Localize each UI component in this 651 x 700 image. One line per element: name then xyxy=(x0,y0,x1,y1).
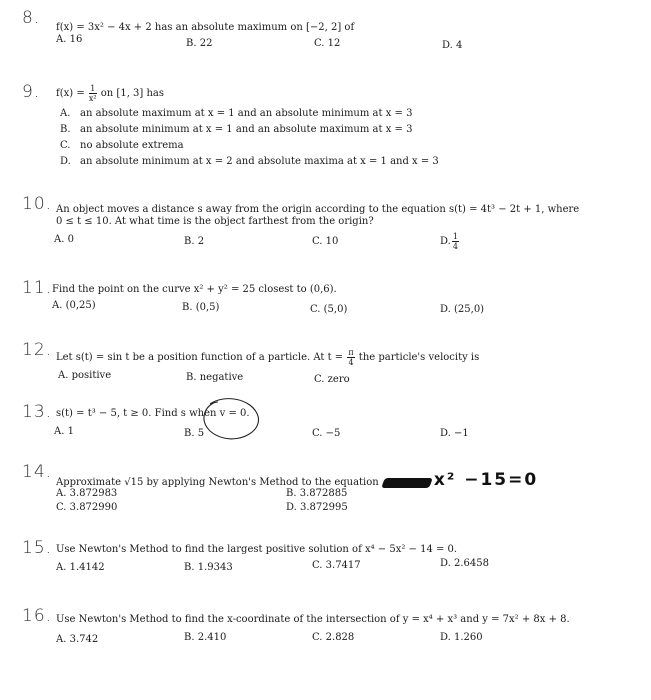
option-d: D. 3.872995 xyxy=(286,502,348,513)
option-b: B. negative xyxy=(186,372,244,383)
question-stem-line-2: 0 ≤ t ≤ 10. At what time is the object farthest from the origin? xyxy=(56,216,374,227)
option-b: B. an absolute minimum at x = 1 and an absolute maximum at x = 3 xyxy=(60,124,413,135)
option-a: A. 3.742 xyxy=(56,634,99,645)
pen-circle-mark xyxy=(196,396,262,444)
option-a: A. 1 xyxy=(54,426,74,437)
question-stem: Find the point on the curve x² + y² = 25 closest to (0,6). xyxy=(52,284,337,295)
option-b: B. 1.9343 xyxy=(184,562,233,573)
question-number: 12. xyxy=(22,340,53,360)
option-c: C. 2.828 xyxy=(312,632,355,643)
option-c: C. no absolute extrema xyxy=(60,140,184,151)
question-number: 8. xyxy=(22,8,41,28)
option-c: C. 10 xyxy=(312,236,339,247)
option-a: A. an absolute maximum at x = 1 and an absolute minimum at x = 3 xyxy=(60,108,413,119)
question-stem: Use Newton's Method to find the x-coordinate of the intersection of y = x⁴ + x³ and y = 7x² + 8x + 8. xyxy=(56,614,570,625)
option-d: D. −1 xyxy=(440,428,469,439)
option-a: A. 1.4142 xyxy=(56,562,105,573)
option-a: A. (0,25) xyxy=(52,300,96,311)
question-stem-line-1: An object moves a distance s away from the origin according to the equation s(t) = 4t³ − 2t + 1, where xyxy=(56,204,580,215)
option-a: A. positive xyxy=(58,370,112,381)
option-c: C. −5 xyxy=(312,428,341,439)
question-stem: s(t) = t³ − 5, t ≥ 0. Find s when v = 0. xyxy=(56,408,250,419)
option-c: C. 3.872990 xyxy=(56,502,118,513)
option-c: C. zero xyxy=(314,374,350,385)
question-number: 10. xyxy=(22,194,53,214)
question-stem: f(x) = 3x² − 4x + 2 has an absolute maximum on [−2, 2] of xyxy=(56,22,355,33)
question-stem: Approximate √15 by applying Newton's Method to the equation x² −15=0 xyxy=(56,470,539,490)
option-a: A. 0 xyxy=(54,234,74,245)
option-d: D. (25,0) xyxy=(440,304,485,315)
option-d: D. 1.260 xyxy=(440,632,483,643)
question-number: 11. xyxy=(22,278,53,298)
option-b: B. 3.872885 xyxy=(286,488,348,499)
option-a: A. 3.872983 xyxy=(56,488,118,499)
option-d: D. 4 xyxy=(442,40,463,51)
option-d: D. $\frac{1}{4}$ xyxy=(440,232,458,251)
option-c: C. 3.7417 xyxy=(312,560,361,571)
option-c: C. (5,0) xyxy=(310,304,348,315)
question-stem: Let s(t) = sin t be a position function of a particle. At t = $\frac{\pi}{4}$ the particle's velocity is xyxy=(56,348,480,367)
fraction: $\frac{\pi}{4}$ xyxy=(348,348,354,367)
option-b: B. 2.410 xyxy=(184,632,227,643)
fraction: $\frac{1}{\text{x²}}$ xyxy=(88,84,97,103)
fraction: $\frac{1}{4}$ xyxy=(452,232,458,251)
question-number: 13. xyxy=(22,402,53,422)
option-b: B. 2 xyxy=(184,236,205,247)
option-c: C. 12 xyxy=(314,38,341,49)
question-number: 9. xyxy=(22,82,41,102)
option-b: B. (0,5) xyxy=(182,302,220,313)
question-stem: Use Newton's Method to find the largest positive solution of x⁴ − 5x² − 14 = 0. xyxy=(56,544,458,555)
handwritten-equation: x² −15=0 xyxy=(433,470,539,490)
question-number: 15. xyxy=(22,538,53,558)
question-number: 14. xyxy=(22,462,53,482)
scribble-mark xyxy=(381,478,433,488)
option-a: A. 16 xyxy=(56,34,83,45)
option-b: B. 5 xyxy=(184,428,205,439)
question-number: 16. xyxy=(22,606,53,626)
option-b: B. 22 xyxy=(186,38,213,49)
option-d: D. 2.6458 xyxy=(440,558,490,569)
option-d: D. an absolute minimum at x = 2 and absolute maxima at x = 1 and x = 3 xyxy=(60,156,439,167)
question-stem: f(x) = $\frac{1}{\text{x²}}$ on [1, 3] has xyxy=(56,84,165,103)
